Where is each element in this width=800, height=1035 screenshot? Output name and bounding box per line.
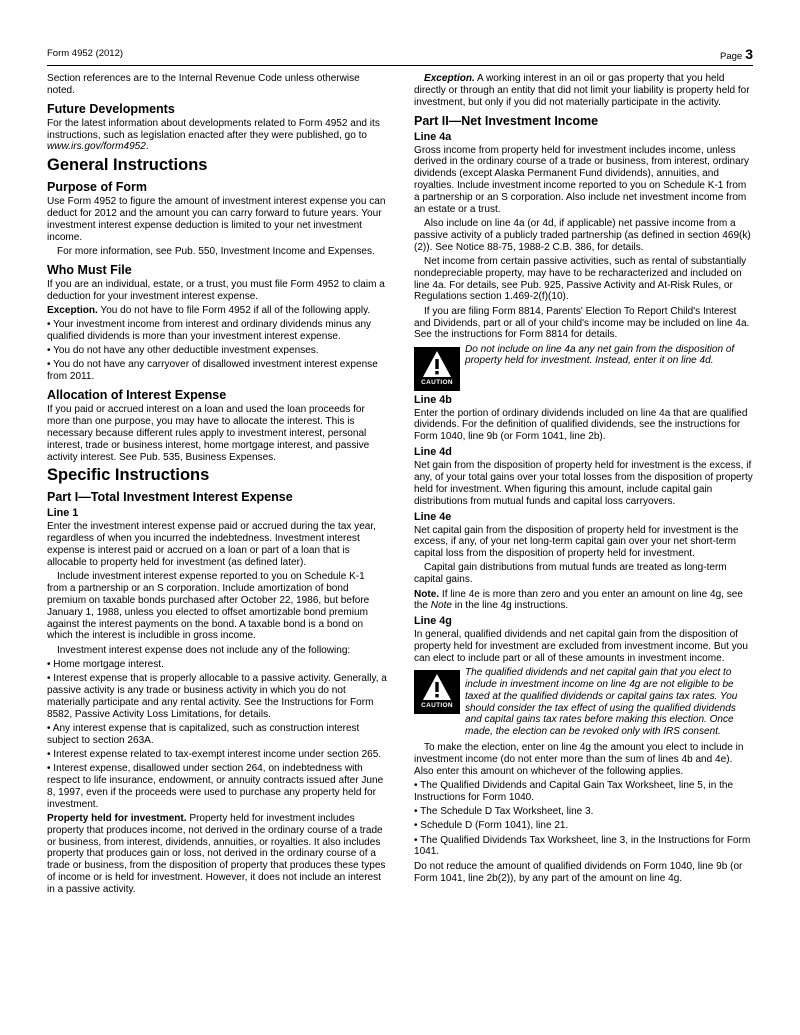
line1-bullet: • Home mortgage interest. (47, 658, 164, 670)
line4g-heading: Line 4g (414, 615, 452, 628)
line4a-p4: If you are filing Form 8814, Parents' Election To Report Child's Interest and Dividends, part or all of your child's income may be included on line 4a. See the instructions for Form 8814 for details. (414, 305, 750, 341)
right-column (414, 73, 754, 887)
line1-bullet: • Interest expense related to tax-exempt interest income under section 265. (47, 748, 382, 760)
property-held-text: Property held for investment. Property held for investment includes property that produces income, not derived in the ordinary course of a trade or business, from interest, dividends, annuities, or royalties. It also includes property that produces gain or loss, not derived in the ordinary course of a trade or business, from the disposition of property that produces these types of income or is held for investment. However, it does not include an interest in a passive activity. (47, 812, 386, 895)
page-number: 3 (745, 46, 753, 62)
line4g-p1: In general, qualified dividends and net capital gain from the disposition of property held for investment are excluded from investment income. But you can elect to include part or all of these amounts in investment income. (414, 629, 748, 664)
caution-note-4g (414, 667, 754, 738)
line4a-p3: Net income from certain passive activities, such as rental of substantially nondepreciable property, may have to be recharacterized and included on line 4a. For details, see Pub. 925, Passive Activity and At-Risk Rules, or Regulations section 1.469-2(f)(10). (414, 255, 747, 303)
exception-text: Exception. A working interest in an oil or gas property that you held directly or through an entity that did not limit your liability is property held for investment, but only if you did not materially participate in the activity. (414, 73, 750, 108)
who-bullet: • You do not have any carryover of disallowed investment interest expense from 2011. (47, 359, 378, 383)
line4g-bullet: • The Schedule D Tax Worksheet, line 3. (414, 806, 594, 818)
line4e-heading: Line 4e (414, 510, 452, 523)
line4e-p1: Net capital gain from the disposition of property held for investment is the excess, if any, of your net long-term capital gain over your net short-term capital loss from the disposition of property held for investment. (414, 524, 739, 560)
line4a-p1: Gross income from property held for investment includes income, unless derived in the ordinary course of a trade or business, from interest, ordinary dividends (except Alaska Permanent Fund dividends), annuities, and royalties. Include investment income reported to you on Schedule K-1 from a partnership or an S corporation. Also include net investment income from an estate or a trust. (414, 144, 750, 215)
line4e-note: Note. If line 4e is more than zero and you enter an amount on line 4g, see the Note in the line 4g instructions. (414, 588, 743, 612)
line1-p2: Include investment interest expense reported to you on Schedule K-1 from a partnership or an S corporation. Include amortization of bond premium on taxable bonds purchased after October 22, 1986, but before January 1, 1988, unless you elected to offset amortizable bond premium against the interest payments on the bond. A taxable bond is a bond on which the interest is includible in gross income. (47, 571, 370, 642)
caution-note-4a (414, 344, 754, 390)
line1-bullet: • Interest expense that is properly allocable to a passive activity. Generally, a passive activity is any trade or business activity in which you do not materially participate and any rental activity. See the Instructions for Form 8582, Passive Activity Loss Limitations, for details. (47, 673, 387, 720)
line4g-bullet: • The Qualified Dividends and Capital Gain Tax Worksheet, line 5, in the Instructions for Form 1040. (414, 780, 734, 803)
allocation-p1: If you paid or accrued interest on a loan and used the loan proceeds for more than one purpose, you may have to allocate the interest. This is necessary because different rules apply to investment interest, personal interest, trade or business interest, home mortgage interest, and passive activity interest. See Pub. 535, Business Expenses. (47, 404, 370, 463)
form-label: Form 4952 (2012) (47, 48, 124, 59)
purpose-p1: Use Form 4952 to figure the amount of investment interest expense you can deduct for 2012 and the amount you can carry forward to future years. Your investment interest expense deduction is limited to your net investment income. (47, 196, 386, 243)
allocation-heading: Allocation of Interest Expense (47, 388, 227, 403)
who-bullet: • Your investment income from interest and ordinary dividends minus any qualified dividends is more than your investment interest expense. (47, 319, 372, 342)
who-must-file-heading: Who Must File (47, 262, 132, 277)
header-rule (47, 65, 753, 66)
irs-link[interactable]: www.irs.gov/form4952 (47, 141, 146, 153)
page-label: Page (720, 51, 743, 62)
line4g-bullet: • The Qualified Dividends Tax Worksheet, line 3, in the Instructions for Form 1041. (414, 834, 751, 858)
page-indicator (720, 46, 753, 62)
future-developments-heading: Future Developments (47, 101, 175, 116)
who-bullet: • You do not have any other deductible investment expenses. (47, 345, 319, 357)
line4g-p3: Do not reduce the amount of qualified dividends on Form 1040, line 9b (or Form 1041, line 2b(2)), by any part of the amount on line 4g. (414, 860, 743, 884)
caution-text: The qualified dividends and net capital gain that you elect to include in investment income on line 4g are not eligible to be taxed at the qualified dividends or capital gains tax rates. You should consider the tax effect of using the qualified dividends and capital gains tax rates before making this election. Once made, the election can be revoked only with IRS consent. (465, 667, 738, 738)
line4a-heading: Line 4a (414, 130, 452, 143)
line4b-p1: Enter the portion of ordinary dividends included on line 4a that are qualified dividends. For the definition of qualified dividends, see the instructions for Form 1040, line 9b (or Form 1041, line 2b). (414, 407, 748, 443)
part2-heading: Part II—Net Investment Income (414, 113, 599, 128)
line4g-bullet: • Schedule D (Form 1041), line 21. (414, 820, 569, 832)
line4b-heading: Line 4b (414, 393, 452, 406)
intro-text: Section references are to the Internal Revenue Code unless otherwise noted. (47, 73, 360, 96)
page-header (47, 46, 753, 62)
caution-text: Do not include on line 4a any net gain from the disposition of property held for investment. Instead, enter it on line 4d. (465, 343, 735, 367)
left-column (47, 73, 387, 898)
line4g-p2: To make the election, enter on line 4g the amount you elect to include in investment income (do not enter more than the sum of lines 4b and 4e). Also enter this amount on whichever of the following applies. (414, 742, 744, 777)
part1-heading: Part I—Total Investment Interest Expense (47, 490, 293, 505)
line1-heading: Line 1 (47, 507, 79, 520)
line1-bullet: • Interest expense, disallowed under section 264, on indebtedness with respect to life insurance, endowment, or annuity contracts issued after June 8, 1997, even if the proceeds were used to purchase any property held for investment. (47, 763, 384, 810)
line4a-p2: Also include on line 4a (or 4d, if applicable) net passive income from a passive activity of a publicly traded partnership (as defined in section 469(k)(2)). See Notice 88-75, 1988-2 C.B. 386, for details. (414, 217, 751, 253)
line4e-p2: Capital gain distributions from mutual funds are treated as long-term capital gains. (414, 562, 727, 586)
line1-bullet: • Any interest expense that is capitalized, such as construction interest subject to section 263A. (47, 722, 360, 746)
purpose-p2: For more information, see Pub. 550, Investment Income and Expenses. (57, 245, 375, 257)
line4d-p1: Net gain from the disposition of property held for investment is the excess, if any, of your total gains over your total losses from the disposition of property held for investment. When figuring this amount, include capital gain distributions from mutual funds and capital loss carryovers. (414, 460, 753, 507)
who-p1: If you are an individual, estate, or a trust, you must file Form 4952 to claim a deduction for your investment interest expense. (47, 278, 385, 302)
line1-p3: Investment interest expense does not include any of the following: (57, 644, 351, 656)
general-instructions-heading: General Instructions (47, 156, 208, 175)
who-exception: Exception. You do not have to file Form 4952 if all of the following apply. (47, 304, 371, 316)
specific-instructions-heading: Specific Instructions (47, 466, 210, 485)
line1-p1: Enter the investment interest expense paid or accrued during the tax year, regardless of when you incurred the indebtedness. Investment interest expense is interest paid or accrued on a loan or part of a loan that is allocable to property held for investment (as defined later). (47, 521, 376, 568)
future-developments-text: For the latest information about developments related to Form 4952 and its instructions, such as legislation enacted after they were published, go to www.irs.gov/form4952. (47, 117, 380, 153)
purpose-heading: Purpose of Form (47, 180, 148, 195)
caution-icon: CAUTION (414, 347, 460, 391)
line4d-heading: Line 4d (414, 446, 452, 459)
caution-icon: CAUTION (414, 670, 460, 714)
